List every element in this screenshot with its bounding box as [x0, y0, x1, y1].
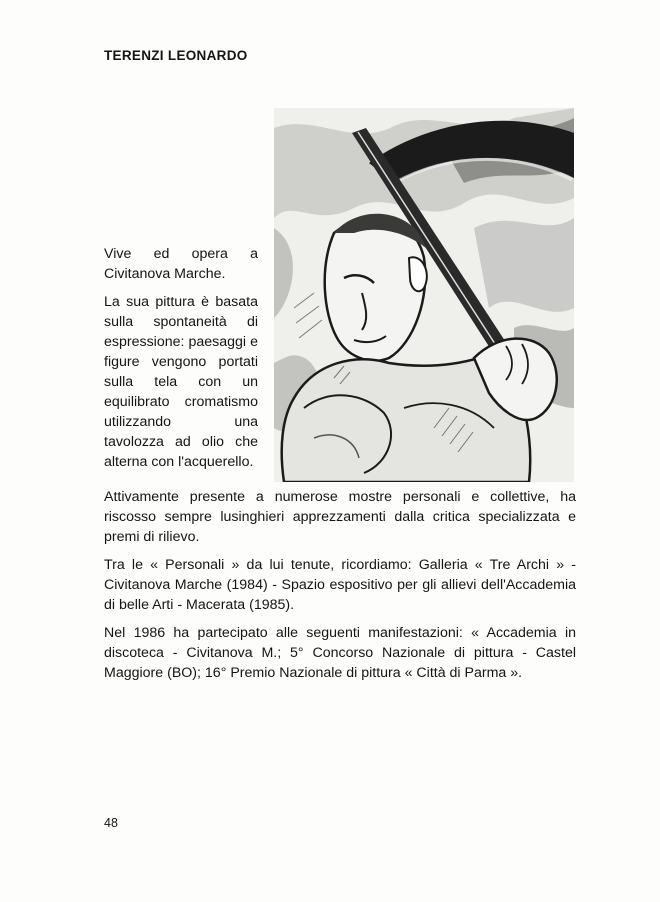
ink-drawing-image	[274, 108, 574, 482]
page-number: 48	[104, 816, 118, 830]
intro-paragraph: Vive ed opera a Civitanova Marche.	[104, 246, 258, 282]
artwork-illustration	[274, 108, 574, 482]
intro-paragraph: La sua pittura è basata sulla spontaneità di espressione: paesaggi e figure vengono portati sulla tela con un equilibrato cromatismo utilizzando una tavolozza ad olio che alterna con l'acquerello.	[104, 294, 258, 470]
body-paragraph: Tra le « Personali » da lui tenute, ricordiamo: Galleria « Tre Archi » - Civitanova Marche (1984) - Spazio espositivo per gli allievi dell'Accademia di belle Arti - Macerata (1985).	[104, 557, 576, 613]
artist-name-heading: TERENZI LEONARDO	[104, 48, 248, 63]
biography-text	[104, 487, 576, 691]
intro-text-column	[104, 244, 258, 480]
body-paragraph: Attivamente presente a numerose mostre personali e collettive, ha riscosso sempre lusinghieri apprezzamenti dalla critica specializzata e premi di rilievo.	[104, 489, 576, 545]
body-paragraph: Nel 1986 ha partecipato alle seguenti manifestazioni: « Accademia in discoteca - Civitanova M.; 5° Concorso Nazionale di pittura - Castel Maggiore (BO); 16° Premio Nazionale di pittura « Città di Parma ».	[104, 625, 576, 681]
